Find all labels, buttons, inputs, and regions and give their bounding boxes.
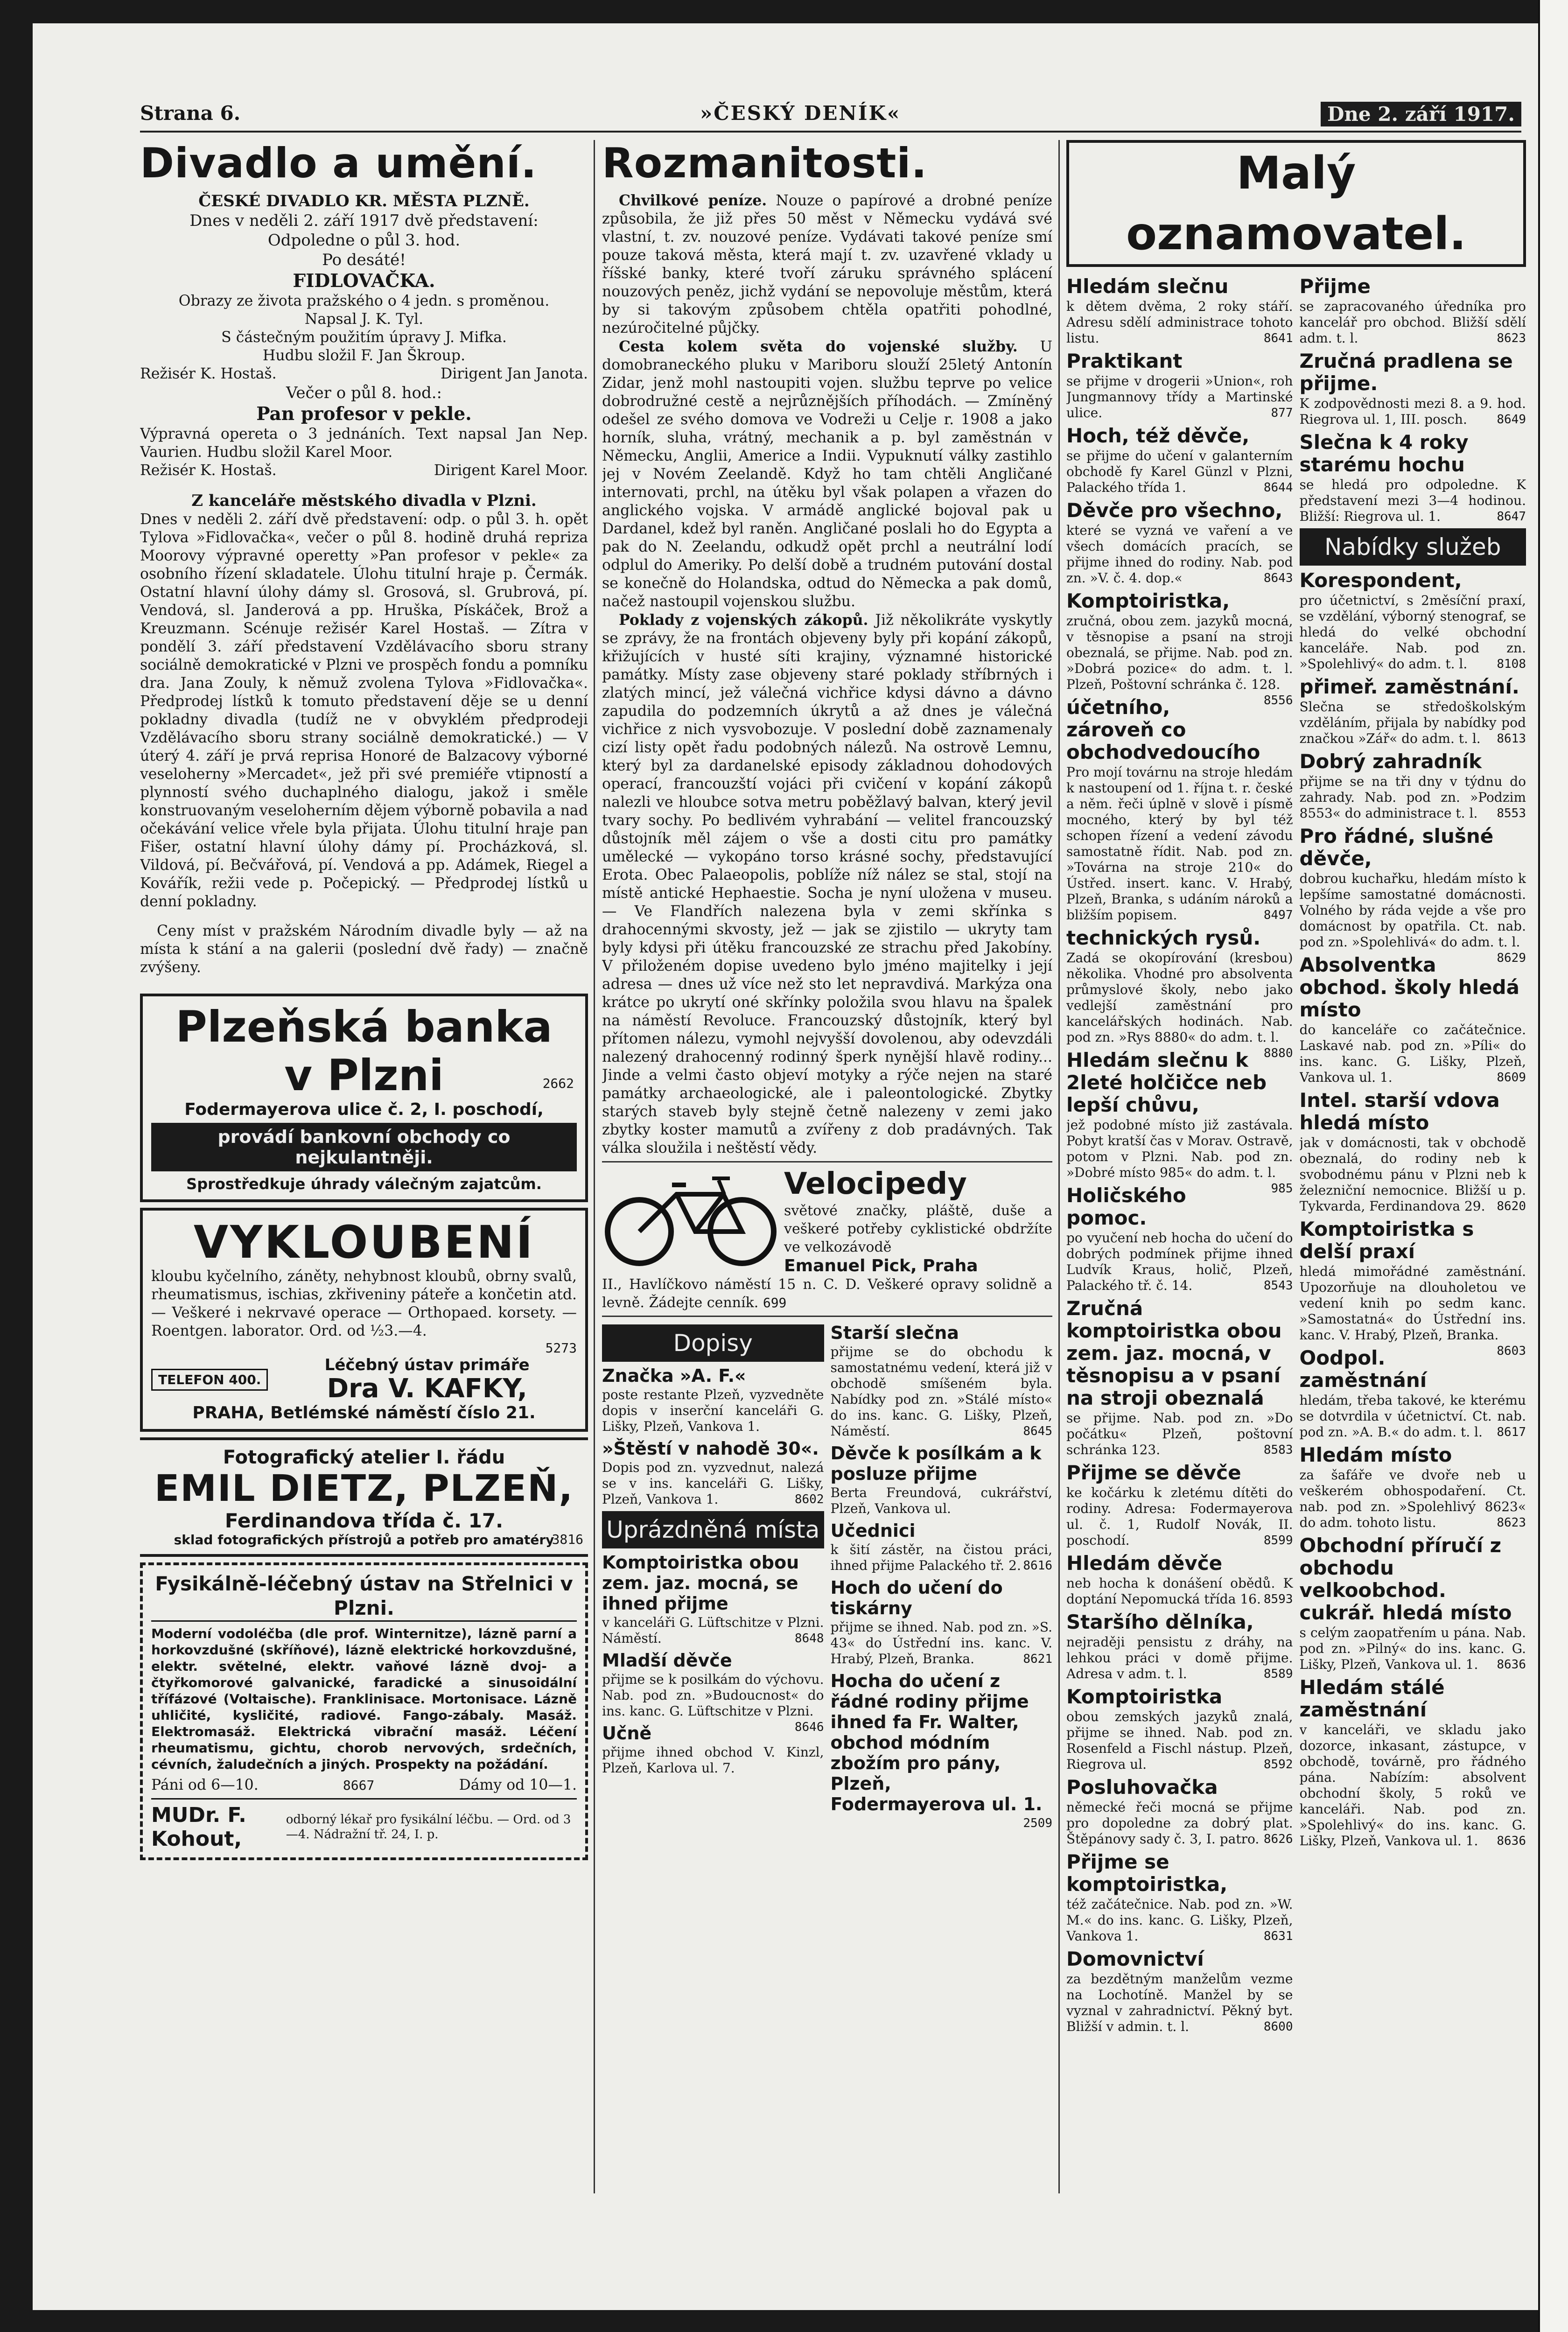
play-desc: Obrazy ze života pražského o 4 jedn. s proměnou.	[178, 293, 550, 309]
theatre-line: Večer o půl 8. hod.:	[286, 384, 442, 402]
classified-body: přijme se k posilkám do výchovu. Nab. pod zn. »Budoucnost« do ins. kanc. G. Lüftschitze v Plzni.	[602, 1672, 824, 1719]
ad-clinic: Léčebný ústav primáře	[324, 1356, 530, 1374]
ad-velocipedy	[602, 1166, 1052, 1312]
classified-number: 8599	[1263, 1534, 1293, 1548]
classified-text	[602, 1460, 824, 1507]
classified-body: pro účetnictví, s 2měsíční praxí, se vzdělání, výborný stenograf, se hledá do velké obchodní kanceláře. Nab. pod zn. »Spolehlivý« do adm. t. l.	[1299, 593, 1526, 672]
classified-number: 877	[1271, 406, 1293, 420]
classified-head: Hledám slečnu	[1066, 275, 1229, 298]
classified-text	[1300, 774, 1526, 821]
classified-body: se přijme v drogerii »Union«, roh Jungmannovy třídy a Martinské ulice.	[1066, 373, 1293, 420]
classified-text	[1066, 1971, 1293, 2035]
classified-body: Slečna se středoškolským vzděláním, přijala by nabídky pod značkou »Zář« do adm. t. l.	[1299, 699, 1526, 746]
play-desc: Výpravná opereta o 3 jednáních. Text napsal Jan Nep. Vaurien. Hudbu složil Karel Moor.	[140, 426, 588, 461]
classified-number: 8620	[1497, 1199, 1526, 1213]
classified-body: se zapracovaného úředníka pro kancelář pro obchod. Bližší sdělí adm. t. l.	[1299, 299, 1526, 346]
classified-body: K zodpovědnosti mezi 8. a 9. hod. Riegrova ul. 1, III. posch.	[1299, 396, 1526, 427]
classified-text	[1066, 1800, 1293, 1847]
classified-text: přijme ihned obchod V. Kinzl, Plzeň, Karlova ul. 7.	[602, 1744, 824, 1776]
article-heading: Chvilkové peníze.	[619, 192, 767, 209]
ad-address-text: II., Havlíčkovo náměstí 15 n. C. D. Veškeré opravy solidně a levně. Žádejte cenník.	[602, 1276, 1052, 1311]
classified-text: poste restante Plzeň, vyzvedněte dopis v inserční kanceláři G. Lišky, Plzeň, Vankova 1.	[602, 1387, 824, 1434]
classified-head: Domovnictví	[1066, 1947, 1204, 1970]
classified-body: zručná, obou zem. jazyků mocná, v těsnopise a psaní na stroji obeznalá, se přijme. Nab. pod zn. »Dobrá pozice« do adm. t. l. Plzeň, Poštovní schránka č. 128.	[1066, 613, 1293, 692]
director: Režisér K. Hostaš.	[140, 462, 277, 479]
ad-number: 5273	[545, 1340, 577, 1356]
classified-head: Starší slečna	[830, 1323, 959, 1343]
classified-text	[1300, 299, 1526, 346]
ad-note: sklad fotografických přístrojů a potřeb pro amatéry	[174, 1532, 554, 1548]
classified-text	[1300, 1022, 1526, 1085]
classified-text	[831, 1344, 1053, 1439]
classified-head: Hledám děvče	[1066, 1552, 1223, 1575]
conductor: Dirigent Karel Moor.	[434, 462, 588, 479]
classified-text	[1066, 1230, 1293, 1294]
hours-women: Dámy od 10—1.	[459, 1777, 577, 1793]
classified-body: přijme se ihned. Nab. pod zn. »S. 43« do Ústřední ins. kanc. V. Hrabý, Plzeň, Branka.	[830, 1619, 1052, 1667]
ad-text: kloubu kyčelního, záněty, nehybnost kloubů, obrny svalů, rheumatismus, ischias, zkřiveniny páteře a končetin atd. — Veškeré i nekrvavé operace — Orthopaed. korsety. — Roentgen. laborator. Ord. od ½3.—4.	[151, 1268, 577, 1339]
classified-number: 8609	[1497, 1071, 1526, 1085]
classified-body: Dopis pod zn. vyzvednut, nalezá se v ins. kanceláři G. Lišky, Plzeň, Vankova 1.	[602, 1460, 824, 1507]
classified-body: přijme se do obchodu k samostatnému vedení, která již v obchodě smíšeném byla. Nabídky pod zn. »Stálé místo« do ins. kanc. G. Lišky, Plzeň, Náměstí.	[830, 1344, 1052, 1439]
ad-title: Fysikálně-léčebný ústav na Střelnici v Plzni.	[151, 1572, 577, 1622]
classified-body: německé řeči mocná se přijme pro dopoledne za dobrý plat. Štěpánovy sady č. 3, I. patro.	[1066, 1800, 1293, 1847]
classified-text	[831, 1619, 1053, 1667]
issue-date: Dne 2. září 1917.	[1321, 102, 1521, 126]
classified-head: Korespondent,	[1299, 569, 1462, 592]
classified-head: Komptoiristka obou zem. jaz. mocná, se ihned přijme	[602, 1552, 799, 1614]
classified-number: 8621	[1023, 1652, 1052, 1666]
classified-body: jež podobné místo již zastávala. Pobyt kratší čas v Morav. Ostravě, potom v Plzni. Nab. pod zn. »Dobré místo 985« do adm. t. l.	[1066, 1117, 1293, 1180]
classified-body: hledám, třeba takové, ke kterému se dotvrdila v účetnictví. Ct. nab. pod zn. »A. B.« do adm. t. l.	[1299, 1393, 1526, 1440]
ad-text: světové značky, pláště, duše a veškeré potřeby cyklistické obdržíte ve velkozávodě	[784, 1203, 1052, 1255]
ad-doctor: MUDr. F. Kohout,	[151, 1803, 246, 1851]
classified-text	[1300, 1467, 1526, 1531]
conductor: Dirigent Jan Janota.	[440, 365, 588, 382]
classified-number: 2509	[1023, 1816, 1052, 1830]
ad-title: Velocipedy	[784, 1167, 967, 1201]
column-classifieds	[1066, 140, 1526, 2287]
adjacent-page-edge	[1538, 0, 1568, 2332]
ad-number: 2662	[542, 1076, 574, 1091]
theatre-line: Dnes v neděli 2. září 1917 dvě představení:	[189, 211, 539, 230]
classified-body: hledá mimořádné zaměstnání. Upozorňuje na dlouholetou ve vedení knih po sedm kanc. »Samostatná« do Ústřední ins. kanc. V. Hrabý, Plzeň, Branka.	[1299, 1264, 1526, 1343]
classified-head: Oodpol. zaměstnání	[1299, 1346, 1427, 1392]
section-title-classifieds: Malý oznamovatel.	[1066, 140, 1526, 267]
ad-title: Plzeňská banka	[175, 1002, 553, 1052]
classified-head: Intel. starší vdova hledá místo	[1299, 1089, 1500, 1134]
ad-note: Sprostředkuje úhrady válečným zajatcům.	[186, 1175, 542, 1193]
play-desc: Hudbu složil F. Jan Škroup.	[262, 347, 466, 364]
classified-head: Přijme	[1299, 275, 1371, 298]
section-title-services: Nabídky služeb	[1300, 528, 1526, 566]
classified-number: 8643	[1263, 571, 1293, 585]
classified-text	[1066, 1576, 1293, 1607]
classified-text: Berta Freundová, cukrářství, Plzeň, Vankova ul.	[830, 1485, 1052, 1516]
classified-head: Hledám slečnu k 2leté holčičce neb lepší chůvu,	[1066, 1049, 1267, 1116]
classified-head: Komptoiristka,	[1066, 589, 1230, 612]
ad-title: VYKLOUBENÍ	[193, 1216, 535, 1268]
classified-number: 8648	[794, 1632, 824, 1646]
classified-body: které se vyzná ve vaření a ve všech domácích pracích, se přijme ihned do rodiny. Nab. pod zn. »V. č. 4. dop.«	[1066, 523, 1293, 586]
classified-number: 8613	[1497, 732, 1526, 746]
classified-text	[1066, 1117, 1293, 1196]
ad-title: EMIL DIETZ, PLZEŇ,	[154, 1468, 574, 1510]
classified-number: 8553	[1497, 806, 1526, 820]
section-title-letters: Dopisy	[602, 1324, 824, 1362]
subcolumn-right	[1300, 273, 1526, 2038]
article-heading: Poklady z vojenských zákopů.	[619, 611, 868, 629]
theatre-org: ČESKÉ DIVADLO KR. MĚSTA PLZNĚ.	[198, 192, 530, 210]
bicycle-icon	[602, 1166, 779, 1269]
classified-columns	[1066, 273, 1526, 2038]
classified-text	[1066, 613, 1293, 707]
classified-head: Mladší děvče	[602, 1650, 732, 1671]
column-rule	[1058, 140, 1060, 2193]
classified-number: 8623	[1497, 331, 1526, 345]
subcolumn-left	[602, 1321, 824, 1831]
ad-text: odborný lékař pro fysikální léčbu. — Ord. od 3—4. Nádražní tř. 24, I. p.	[286, 1813, 571, 1842]
classified-body: za bezdětným manželům vezme na Lochotíně. Manžel by se vyznal v zahradnictví. Pěkný byt. Bližší v admin. t. l.	[1066, 1971, 1293, 2034]
classified-number: 8556	[1263, 693, 1293, 707]
classified-body: v kanceláři, ve skladu jako dozorce, inkasant, zástupce, v obchodě, továrně, pro řádného pána. Nabízím: absolvent obchodní školy, 5 roků ve kanceláři. Nab. pod zn. »Spolehlivý« do ins. kanc. G. Lišky, Plzeň, Vankova ul. 1.	[1299, 1722, 1526, 1849]
article-body: Ceny míst v pražském Národním divadle byly — až na místa k stání a na galerii (poslední dvě řady) — značně zvýšeny.	[140, 923, 588, 976]
classified-body: za šafáře ve dvoře neb u veškerém obhospodaření. Ct. nab. pod zn. »Spolehlivý 8623« do adm. tohoto listu.	[1299, 1467, 1526, 1530]
subcolumn-left	[1066, 273, 1293, 2038]
classified-head: Pro řádné, slušné děvče,	[1299, 825, 1494, 870]
classified-text	[1300, 1135, 1526, 1214]
classified-number: 8641	[1263, 331, 1293, 345]
classified-head: Komptoiristka s delší praxí	[1299, 1218, 1474, 1263]
classified-text	[1066, 950, 1293, 1060]
classified-number: 8603	[1497, 1344, 1526, 1358]
classified-number: 8880	[1263, 1046, 1293, 1060]
ad-address: Fodermayerova ulice č. 2, I. poschodí,	[184, 1100, 544, 1119]
classified-head: technických rysů.	[1066, 926, 1261, 949]
ad-title: v Plzni	[284, 1050, 444, 1100]
classified-body: Zadá se okopírování (kresbou) několika. Vhodné pro absolventa průmyslové školy, nebo jako vedlejší zaměstnání pro kancelářských hodinách. Nab. pod zn. »Rys 8880« do adm. t. l.	[1066, 950, 1293, 1045]
classified-body: jak v domácnosti, tak v obchodě obeznalá, do rodiny neb k svobodnému pánu v Plzni neb k železniční nemocnice. Bližší u p. Tykvarda, Ferdinandova 29.	[1299, 1135, 1526, 1214]
classified-text	[602, 1615, 824, 1646]
classified-text	[831, 1542, 1053, 1574]
classified-head: Absolventka obchod. školy hledá místo	[1299, 953, 1519, 1021]
middle-classifieds	[602, 1321, 1052, 1831]
ad-vykloubeni	[140, 1208, 588, 1432]
classified-body: též začátečnice. Nab. pod zn. »W. M.« do ins. kanc. G. Lišky, Plzeň, Vankova 1.	[1066, 1897, 1293, 1944]
hours-men: Páni od 6—10.	[151, 1777, 259, 1793]
classified-text	[1066, 299, 1293, 346]
classified-head: »Štěstí v nahodě 30«.	[602, 1438, 819, 1459]
article-body	[602, 611, 1052, 1157]
ad-doctor: Dra V. KAFKY,	[327, 1373, 527, 1404]
ad-slogan: provádí bankovní obchody co nejkulantněji.	[151, 1123, 577, 1171]
section-title-vacancies: Uprázdněná místa	[602, 1511, 824, 1548]
article-body	[602, 191, 1052, 337]
classified-number: 985	[1271, 1182, 1293, 1196]
theatre-line: Odpoledne o půl 3. hod.	[267, 231, 461, 250]
classified-number: 8623	[1497, 1516, 1526, 1530]
classified-body: Pro mojí továrnu na stroje hledám k nastoupení od 1. října t. r. české a něm. řeči úplně v slově i písmě mocného, který by byl též schopen řízení a vedení závodu samostatně řídit. Nab. pod zn. »Továrna na stroje 210« do Ústřed. insert. kanc. V. Hrabý, Plzeň, Branka, s udáním nároků a bližším popisem.	[1066, 764, 1293, 923]
classified-head: Posluhovačka	[1066, 1776, 1218, 1799]
classified-head: Hocha do učení z řádné rodiny přijme ihned fa Fr. Walter, obchod módním zbožím pro pány, Plzeň, Fodermayerova ul. 1.	[830, 1671, 1043, 1814]
classified-number: 8589	[1263, 1667, 1293, 1681]
classified-text	[1066, 1485, 1293, 1548]
classified-head: přimeř. zaměstnání.	[1299, 675, 1519, 698]
classified-body: s celým zaopatřením u pána. Nab. pod zn. »Pilný« do ins. kanc. G. Lišky, Plzeň, Vankova ul. 1.	[1299, 1625, 1526, 1672]
classified-head: Praktikant	[1066, 350, 1183, 372]
article-text: Nouze o papírové a drobné peníze způsobila, že již přes 50 měst v Německu vydává své vlastní, t. zv. nouzové peníze. Vydávati takové peníze smí pouze taková města, která mají t. zv. uzavřené vklady u říšské banky, které tvoří záruku správného splácení nouzových peněz, jichž vydání se nepovoluje městům, která by si takovým způsobem chtěla opatřiti pohodlné, nezúročitelné půjčky.	[602, 192, 1052, 336]
article-heading: Z kanceláře městského divadla v Plzni.	[191, 491, 537, 510]
ad-doctor-row	[151, 1798, 577, 1851]
article-body: Dnes v neděli 2. září dvě představení: odp. o půl 3. h. opět Tylova »Fidlovačka«, večer o půl 8. hodině druhá repriza Moorovy výpravné operetty »Pan profesor v pekle« za osobního řízení skladatele. Úlohu titulní hraje p. Čermák. Ostatní hlavní úlohy dámy sl. Grosová, sl. Grubrová, pí. Vendová, sl. Janderová a pp. Hruška, Pískáček, Brož a Kreuzmann. Scénuje režisér Karel Hostaš. — Zítra v pondělí 3. září představení Vzdělávacího sboru strany sociálně demokratické v Plzni ve prospěch fondu a pomníku dra. Jana Zouly, k němuž zvolena Tylova »Fidlovačka«. Předprodej lístků k tomuto představení děje se u denní pokladny divadla (tudíž ne v obvyklém předprodeji Vzdělávacího sboru strany sociálně demokratické.) — V úterý 4. září je prvá reprisa Honoré de Balzacovy výborné veseloherny »Mercadet«, jež při své premiéře vtipností a plynností svého duchaplného dialogu, jakož i směle konstruovaným veseloherním dějem výborně pobavila a nad očekávání velice vřele byla přijata. Úlohu titulní hraje pan Fišer, ostatní hlavní úlohy dámy pí. Procházková, sl. Vildová, pí. Bečvářová, pí. Vendová a pp. Adámek, Riegel a Kovářík, režii vede p. Počepický. — Předprodej lístků u denní pokladny.	[140, 511, 588, 910]
classified-head: Přijme se komptoiristka,	[1066, 1850, 1228, 1896]
classified-number: 8617	[1497, 1425, 1526, 1439]
section-title-misc: Rozmanitosti.	[602, 140, 927, 187]
classified-text	[1066, 1634, 1293, 1682]
classified-number: 8631	[1263, 1929, 1293, 1943]
classified-body: se přijme do učení v galanterním obchodě fy Karel Günzl v Plzni, Palackého třída 1.	[1066, 448, 1293, 495]
classified-text	[1300, 699, 1526, 747]
classified-body: k dětem dvěma, 2 roky stáří. Adresu sdělí administrace tohoto listu.	[1066, 299, 1293, 346]
ad-street: Ferdinandova třída č. 17.	[224, 1509, 504, 1532]
classified-body: po vyučení neb hocha do učení do dobrých podmínek přijme ihned Ludvík Kraus, holič, Plzeň, Palackého tř. č. 14.	[1066, 1230, 1293, 1293]
classified-text	[1066, 1410, 1293, 1458]
article-body	[602, 337, 1052, 611]
classified-number: 8602	[794, 1492, 824, 1506]
classified-text	[1300, 593, 1526, 672]
classified-head: Slečna k 4 roky starému hochu	[1299, 431, 1469, 476]
classified-number: 8646	[794, 1720, 824, 1734]
classified-body: obou zemských jazyků znalá, přijme se ihned. Nab. pod zn. Rosenfeld a Fischl nástup. Plzeň, Riegrova ul.	[1066, 1709, 1293, 1772]
play-title: FIDLOVAČKA.	[293, 270, 435, 292]
classified-text	[1066, 1709, 1293, 1772]
article-heading: Cesta kolem světa do vojenské služby.	[619, 338, 1018, 355]
classified-head: Hoch do učení do tiskárny	[830, 1577, 1003, 1618]
classified-text	[1066, 448, 1293, 496]
classified-number: 8592	[1263, 1758, 1293, 1772]
ad-line: Fotografický atelier I. řádu	[223, 1447, 505, 1468]
classified-number: 8108	[1497, 657, 1526, 671]
ad-number: 8667	[343, 1778, 375, 1793]
classified-body: se hledá pro odpoledne. K představení mezi 3—4 hodinou. Bližší: Riegrova ul. 1.	[1299, 477, 1526, 524]
masthead: »ČESKÝ DENÍK«	[700, 102, 901, 125]
classified-number: 8647	[1497, 510, 1526, 524]
classified-number: 8644	[1263, 481, 1293, 495]
ad-photo-dietz	[140, 1437, 588, 1557]
ad-address	[602, 1275, 1052, 1312]
classified-head: Dobrý zahradník	[1299, 750, 1482, 773]
classified-head: Obchodní příručí z obchodu velkoobchod. cukrář. hledá místo	[1299, 1534, 1512, 1624]
classified-text	[1300, 1625, 1526, 1673]
classified-head: Učednici	[830, 1520, 916, 1541]
classified-number: 8593	[1263, 1592, 1293, 1606]
classified-number: 8629	[1497, 951, 1526, 965]
ad-phone: TELEFON 400.	[151, 1369, 268, 1391]
classified-body: nejraději pensistu z dráhy, na lehkou práci v domě přijme. Adresa v adm. t. l.	[1066, 1634, 1293, 1681]
classified-head: Hoch, též děvče,	[1066, 424, 1250, 447]
classified-head: Děvče k posílkám a k posluze přijme	[830, 1443, 1042, 1484]
column-theatre	[140, 140, 588, 2287]
section-title-theatre: Divadlo a umění.	[140, 140, 537, 187]
classified-number: 8626	[1263, 1832, 1293, 1846]
classified-head: Hledám místo	[1299, 1443, 1452, 1466]
ad-owner: Emanuel Pick, Praha	[784, 1256, 978, 1275]
classified-body: neb hocha k donášení obědů. K doptání Nepomucká třída 16.	[1066, 1576, 1293, 1607]
classified-head: Značka »A. F.«	[602, 1366, 746, 1386]
classified-number: 8616	[1023, 1559, 1052, 1573]
classified-head: Zručná komptoiristka obou zem. jaz. mocná, v těsnopisu a v psaní na stroji obeznalá	[1066, 1297, 1282, 1409]
theatre-line: Po desáté!	[322, 251, 406, 269]
article-text: U domobraneckého pluku v Mariboru slouží 25letý Antonín Zidar, jenž mohl nastoupiti vojen. službu teprve po velice dobrodružné cestě a nejrůznějších příhodách. — Zmíněný odešel ze svého domova ve Vodreži u Celje r. 1908 a jako horník, sluha, vrátný, mechanik a p. byl zaměstnán v Německu, Anglii, Americe a Indii. Vypuknutí války zastihlo jej v Novém Zeelandě. Když ho tam chtěli Angličané internovati, prchl, na útěku byl však polapen a vřazen do anglického vojska. V armádě anglické bojoval pak u Dardanel, kdež byl raněn. Angličané poslali ho do Egypta a pak do N. Zeelandu, odkudž opět prchl a neutrální lodí odplul do Ameriky. Po delší době a trudném putování dostal se konečně do Holandska, odtud do Německa a pak domů, načež nastoupil vojenskou službu.	[602, 338, 1052, 610]
classified-head: Zručná pradlena se přijme.	[1299, 350, 1513, 395]
play-desc: Napsal J. K. Tyl.	[304, 311, 424, 328]
ad-plzenska-banka	[140, 994, 588, 1202]
classified-number: 8600	[1263, 2020, 1293, 2034]
classified-head: Přijme se děvče	[1066, 1461, 1241, 1484]
article-text: Již několikráte vyskytly se zprávy, že na frontách objeveny byly při kopání zákopů, křižujících v husté síti krajiny, významné historické památky. Místy zase objeveny staré poklady stříbrných i zlatých mincí, jež válečná vichřice kdysi dávno a dávno zapudila do podzemních úkrytů a až dnes je válečná vichřice z nich vysvobozuje. V poslední době zaznamenaly cizí listy opět řadu podobných nálezů. Na ostrově Lemnu, který byl za dardanelské episody základnou dohodových operací, francouzští vojáci při cvičení v kopání zákopů nalezli ve hloubce sotva metru poběžlavý balvan, který jevil tvary sochy. Po bedlivém vyhrabání — velitel francouzský důstojník měl zájem o vše a dosti citu pro památky umělecké — vykopáno torso krásné sochy, představující Erota. Obec Palaeopolis, poblíže níž nález se stal, stojí na místě antické Hephaestie. Socha je nyní uložena v museu. — Ve Flandřích nalezena byla v zemi skřínka s drahocennými skvosty, jež — jak se zjistilo — ukryty tam byly kdysi při útěku francouzské ze strachu před Jakobíny. V přiloženém dopise uvedeno bylo jméno majitelky i její adresa — dnes už více než sto let nepravdivá. Markýza ona krátce po ukrytí oné skřínky položila svou hlavu na špalek na náměstí Revoluce. Francouzský důstojník, který byl přítomen nálezu, vymohl nejvyšší dovolenou, aby odevzdáli nalezený drahocenný rodinný šperk nynější hlavě rodiny... Jinde a velmi často objeví motyky a rýče nejen na staré památky archaeologické, ale i paleontologické. Zbytky starých staveb byly stejně četně nalezeny v zemi jako zbytky koster mamutů a zvířeny z dob pradávných. Tak válka sloužila i neštěstí vědy.	[602, 612, 1052, 1156]
classified-text	[1299, 1264, 1526, 1358]
classified-number: 8649	[1497, 413, 1526, 427]
classified-number: 8636	[1497, 1834, 1526, 1848]
classified-text	[1299, 871, 1526, 965]
ad-number: 3816	[552, 1532, 583, 1547]
classified-body: k šití zástěr, na čistou práci, ihned přijme Palackého tř. 2.	[830, 1542, 1052, 1573]
classified-body: do kanceláře co začátečnice. Laskavé nab. pod zn. »Píli« do ins. kanc. G. Lišky, Plzeň, Vankova ul. 1.	[1299, 1022, 1526, 1085]
ad-spa-strelnice	[140, 1562, 588, 1860]
column-miscellany	[602, 140, 1052, 2287]
ad-hours	[151, 1776, 577, 1794]
subcolumn-right	[831, 1321, 1053, 1831]
classified-body: se přijme. Nab. pod zn. »Do počátku« Plzeň, poštovní schránka 123.	[1066, 1410, 1293, 1457]
classified-head: Komptoiristka	[1066, 1685, 1223, 1708]
classified-text	[1300, 477, 1526, 525]
ad-number: 699	[763, 1295, 787, 1310]
classified-number: 8583	[1263, 1443, 1293, 1457]
classified-head: Děvče pro všechno,	[1066, 499, 1283, 522]
classified-head: Staršího dělníka,	[1066, 1611, 1254, 1633]
classified-head: účetního, zároveň co obchodvedoucího	[1066, 696, 1260, 763]
director: Režisér K. Hostaš.	[140, 365, 277, 382]
classified-body: přijme se na tři dny v týdnu do zahrady. Nab. pod zn. »Podzim 8553« do administrace t. l.	[1299, 774, 1526, 821]
play-credits	[140, 462, 588, 480]
classified-text	[1300, 1722, 1526, 1849]
classified-text	[1300, 396, 1526, 427]
classified-text	[1066, 764, 1293, 923]
play-credits	[140, 365, 588, 383]
classified-text	[1300, 1393, 1526, 1440]
column-rule	[594, 140, 595, 2193]
classified-number: 8645	[1023, 1424, 1052, 1438]
classified-number: 8543	[1263, 1279, 1293, 1293]
classified-body: v kanceláři G. Lüftschitze v Plzni. Náměstí.	[602, 1615, 824, 1646]
classified-number: 8636	[1497, 1658, 1526, 1672]
classified-number: 8497	[1263, 908, 1293, 922]
classified-text	[1066, 1897, 1293, 1944]
play-title: Pan profesor v pekle.	[256, 403, 472, 425]
ad-place: PRAHA, Betlémské náměstí číslo 21.	[192, 1403, 536, 1422]
classified-head: Holičského pomoc.	[1066, 1184, 1186, 1229]
running-header	[140, 98, 1521, 133]
play-desc: S částečným použitím úpravy J. Mifka.	[221, 329, 507, 346]
classified-head: Učně	[602, 1723, 652, 1744]
classified-body: dobrou kuchařku, hledám místo k lepšíme samostatné domácnosti. Volného by ráda vejde a vše pro domácnost by opatřila. Ct. nab. pod zn. »Spolehlivá« do adm. t. l.	[1299, 871, 1526, 950]
classified-head: Hledám stálé zaměstnání	[1299, 1676, 1445, 1721]
classified-body: ke kočárku k zletému dítěti do rodiny. Adresa: Fodermayerova ul. č. 1, Rudolf Novák, II. poschodí.	[1066, 1485, 1293, 1548]
page-number: Strana 6.	[140, 102, 241, 125]
classified-text	[1066, 373, 1293, 421]
ad-text: Moderní vodoléčba (dle prof. Winternitze), lázně parní a horkovzdušné (skříňové), lázně elektrické horkovzdušné, elektr. světelné, elektr. vaňové lázně dvoj- a čtyřkomorové galvanické, faradické a sinusoidální třífázové (Voltaische). Franklinisace. Mortonisace. Lázně uhličité, kysličité, radiové. Fango-zábaly. Masáž. Elektromasáž. Elektrická vibrační masáž. Léčení rheumatismu, gichtu, chorob nervových, srdečních, cévních, žaludečních a jiných. Prospekty na požádání.	[151, 1626, 577, 1772]
classified-text	[1066, 523, 1293, 586]
